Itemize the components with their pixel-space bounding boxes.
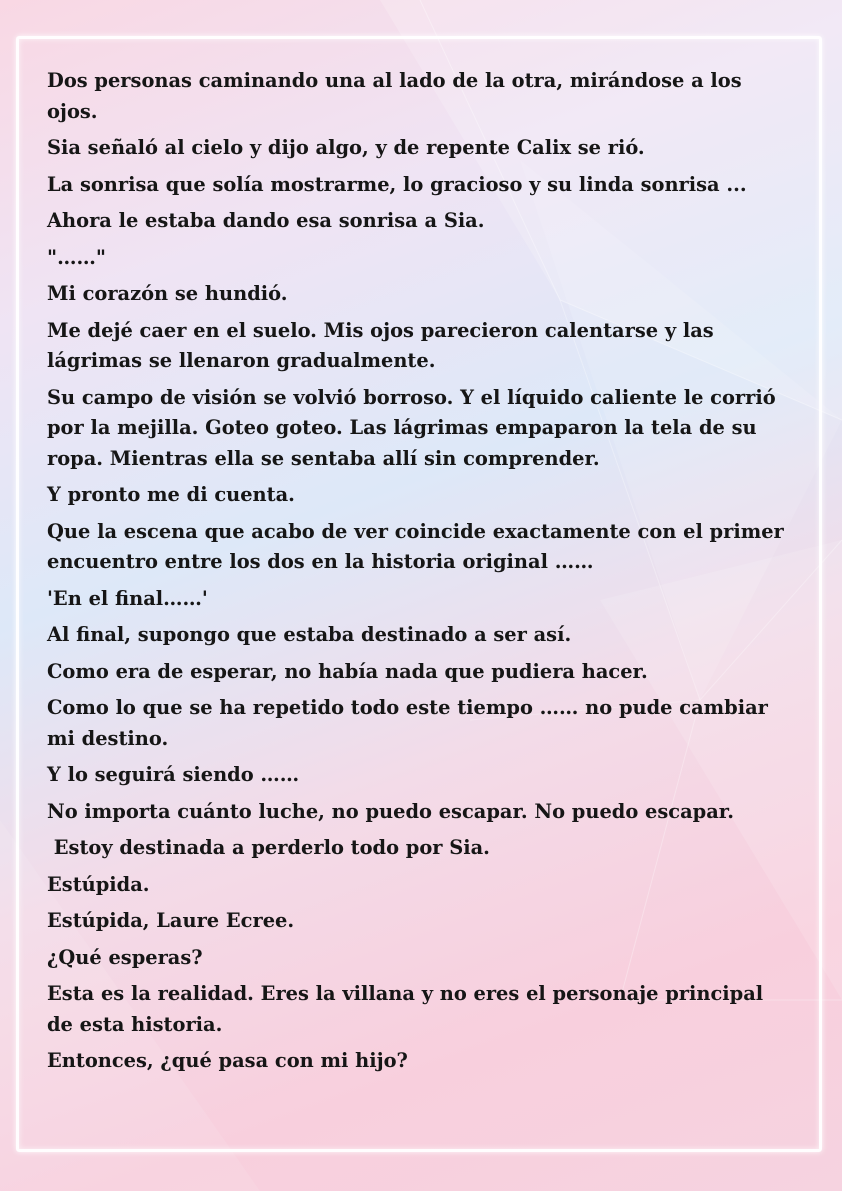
paragraph: Y pronto me di cuenta.: [47, 483, 295, 506]
paragraph: Como lo que se ha repetido todo este tiempo …… no pude cambiar mi destino.: [47, 696, 775, 750]
paragraph: Dos personas caminando una al lado de la otra, mirándose a los ojos.: [47, 69, 749, 123]
paragraph: Al final, supongo que estaba destinado a ser así.: [47, 623, 572, 646]
paragraph: Ahora le estaba dando esa sonrisa a Sia.: [47, 209, 485, 232]
paragraph: Su campo de visión se volvió borroso. Y el líquido caliente le corrió por la mejilla. Goteo goteo. Las lágrimas empaparon la tela de su ropa. Mientras ella se sentaba allí sin comprender.: [47, 385, 783, 470]
paragraph: La sonrisa que solía mostrarme, lo gracioso y su linda sonrisa ...: [47, 172, 747, 196]
paragraph: No importa cuánto luche, no puedo escapar. No puedo escapar.: [47, 799, 734, 823]
paragraph: Estúpida, Laure Ecree.: [47, 909, 295, 932]
paragraph: Me dejé caer en el suelo. Mis ojos parecieron calentarse y las lágrimas se llenaron gradualmente.: [47, 318, 721, 372]
paragraph: Estúpida.: [47, 872, 150, 896]
story-text: [47, 66, 792, 1083]
paragraph: Entonces, ¿qué pasa con mi hijo?: [47, 1049, 408, 1072]
paragraph: 'En el final……': [47, 586, 208, 610]
paragraph: Sia señaló al cielo y dijo algo, y de repente Calix se rió.: [47, 136, 645, 159]
paragraph: Como era de esperar, no había nada que pudiera hacer.: [47, 659, 648, 683]
paragraph: Y lo seguirá siendo ……: [47, 763, 300, 786]
paragraph: Mi corazón se hundió.: [47, 282, 288, 305]
paragraph: ¿Qué esperas?: [47, 945, 203, 969]
paragraph: Estoy destinada a perderlo todo por Sia.: [47, 836, 490, 859]
paragraph: "……": [47, 245, 106, 269]
paragraph: Que la escena que acabo de ver coincide exactamente con el primer encuentro entre los dos en la historia original ……: [47, 519, 791, 573]
paragraph: Esta es la realidad. Eres la villana y no eres el personaje principal de esta historia.: [47, 982, 770, 1036]
